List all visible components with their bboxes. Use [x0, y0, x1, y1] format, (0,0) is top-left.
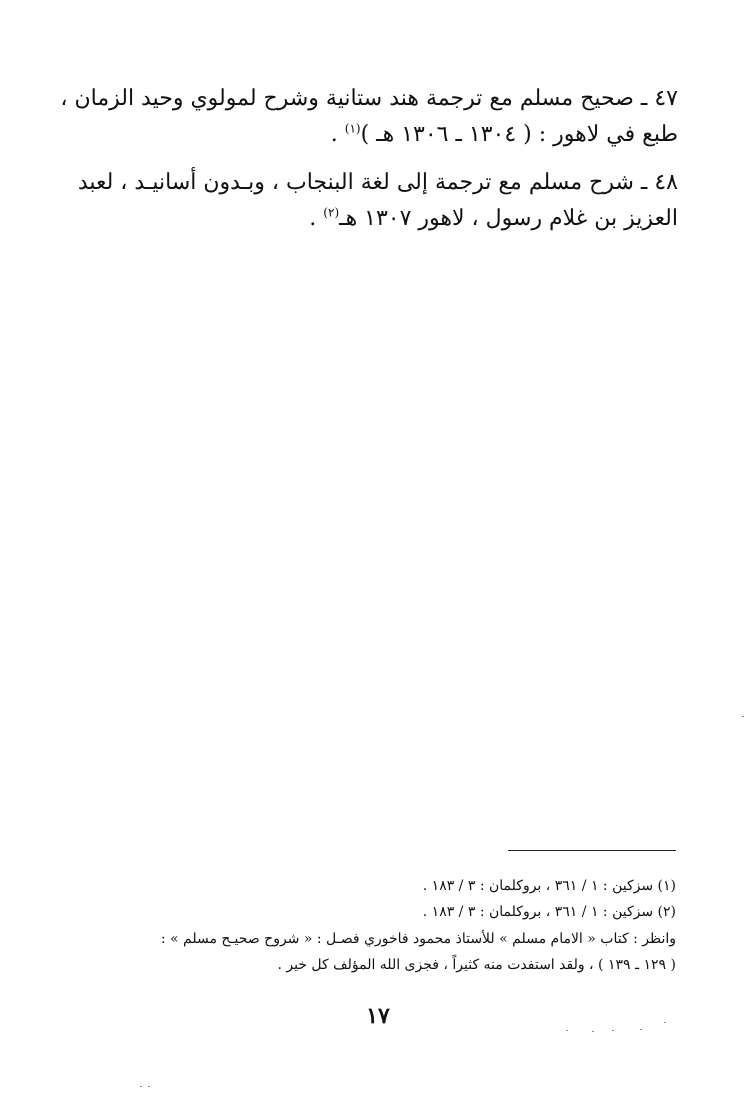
scan-speck — [640, 1029, 642, 1030]
scan-speck — [566, 1030, 568, 1031]
page-number: ١٧ — [366, 1003, 390, 1029]
scan-speck — [592, 1031, 594, 1032]
scan-speck — [148, 1086, 150, 1087]
footnote-2-continuation-line-1: وانظر : كتاب « الامام مسلم » للأستاذ محمود فاخوري فصـل : « شروح صحيـح مسلم » : — [160, 931, 676, 947]
entry-47-line-2 — [78, 120, 678, 150]
footnote-ref-2[interactable]: (٢) — [323, 205, 340, 220]
entry-47-line-1: ٤٧ ـ صحيح مسلم مع ترجمة هند ستانية وشرح لمولوي وحيد الزمان ، — [60, 86, 678, 111]
scan-speck — [664, 1022, 666, 1023]
entry-48-line-2-text: العزيز بن غلام رسول ، لاهور ١٣٠٧ هـ — [339, 206, 678, 231]
footnote-2: (٢) سزكين : ١ / ٣٦١ ، بروكلمان : ٣ / ١٨٣ . — [422, 904, 676, 920]
footnote-2-continuation-line-2: ( ١٢٩ ـ ١٣٩ ) ، ولقد استفدت منه كثيراً ، فجزى الله المؤلف كل خير . — [277, 957, 676, 973]
footnote-separator — [508, 850, 676, 851]
footnote-1: (١) سزكين : ١ / ٣٦١ ، بروكلمان : ٣ / ١٨٣ . — [422, 878, 676, 894]
entry-47-line-2-text: طبع في لاهور : ( ١٣٠٤ ـ ١٣٠٦ هـ ) — [360, 122, 678, 147]
entry-48-line-1: ٤٨ ـ شرح مسلم مع ترجمة إلى لغة البنجاب ، وبـدون أسانيـد ، لعبد — [77, 170, 678, 195]
scan-speck — [140, 1086, 142, 1087]
entry-47-line-2-end: . — [330, 122, 345, 147]
scan-speck — [742, 716, 744, 717]
scan-speck — [612, 1030, 614, 1031]
entry-48-line-2 — [78, 204, 678, 234]
entry-48-line-2-end: . — [309, 206, 324, 231]
footnote-ref-1[interactable]: (١) — [344, 121, 361, 136]
